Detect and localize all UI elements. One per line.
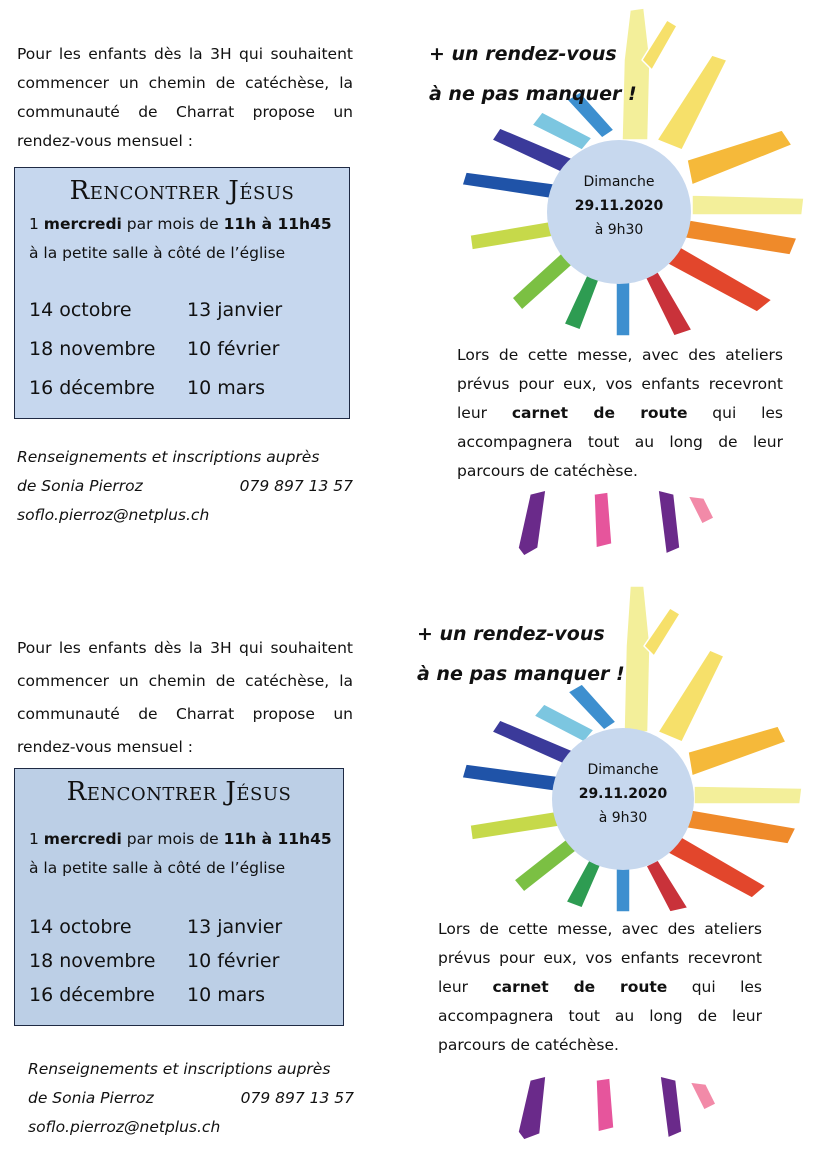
event-date: 29.11.2020 [574, 198, 664, 214]
flyer-2 [0, 580, 815, 1155]
event-day: Dimanche [587, 762, 659, 778]
schedule-box [14, 768, 344, 1026]
sun-ray [518, 490, 714, 556]
box-details [15, 210, 349, 268]
contact-person [17, 472, 353, 501]
mass-description: Lors de cette messe, avec des ateliers prévus pour eux, vos enfants recevront leur carnet de route qui les accompagnera tout au long de leur parcours de catéchèse. [438, 920, 763, 1054]
event-date: 29.11.2020 [578, 786, 668, 802]
contact-heading: Renseignements et inscriptions auprès [17, 448, 320, 466]
contact-email: soflo.pierroz@netplus.ch [17, 506, 210, 524]
tagline-line-1: + un rendez-vous [429, 43, 617, 65]
date-row: 16 décembre 10 mars [29, 377, 266, 399]
contact-name: de Sonia Pierroz [28, 1089, 154, 1107]
box-details [15, 825, 343, 883]
date-row: 18 novembre 10 février [29, 950, 280, 972]
event-circle [552, 728, 694, 870]
date-row: 16 décembre 10 mars [29, 984, 266, 1006]
frequency-line: 1 mercredi par mois de 11h à 11h45 [29, 215, 332, 233]
location-line: à la petite salle à côté de l’église [29, 244, 286, 262]
contact-name: de Sonia Pierroz [17, 477, 143, 495]
schedule-box [14, 167, 350, 419]
dates-list [29, 291, 349, 408]
lower-rays-illustration [510, 1074, 720, 1144]
contact-person [28, 1084, 354, 1113]
tagline-line-1: + un rendez-vous [417, 623, 605, 645]
frequency-line: 1 mercredi par mois de 11h à 11h45 [29, 830, 332, 848]
sun-ray [518, 1076, 716, 1140]
contact-email: soflo.pierroz@netplus.ch [28, 1118, 221, 1136]
contact-phone: 079 897 13 57 [240, 1089, 354, 1107]
tagline [429, 34, 637, 114]
intro-text: Pour les enfants dès la 3H qui souhaitent commencer un chemin de catéchèse, la communauté de Charrat propose un rendez-vous mensuel : [17, 45, 353, 150]
dates-list [29, 910, 349, 1012]
intro-text: Pour les enfants dès la 3H qui souhaitent commencer un chemin de catéchèse, la communauté de Charrat propose un rendez-vous mensuel : [17, 639, 353, 756]
tagline-line-2: à ne pas manquer ! [429, 83, 637, 105]
date-row: 18 novembre 10 février [29, 338, 280, 360]
box-title: Rencontrer Jésus [69, 176, 295, 206]
mass-description: Lors de cette messe, avec des ateliers prévus pour eux, vos enfants recevront leur carnet de route qui les accompagnera tout au long de leur parcours de catéchèse. [457, 346, 783, 480]
tagline-line-2: à ne pas manquer ! [417, 663, 625, 685]
event-time: à 9h30 [598, 810, 648, 826]
contact-info [17, 443, 353, 530]
contact-heading: Renseignements et inscriptions auprès [28, 1060, 331, 1078]
contact-info [28, 1055, 354, 1142]
box-title: Rencontrer Jésus [66, 777, 292, 807]
date-row: 14 octobre 13 janvier [29, 299, 283, 321]
lower-rays-illustration [508, 488, 718, 560]
contact-phone: 079 897 13 57 [239, 477, 353, 495]
event-day: Dimanche [583, 174, 655, 190]
date-row: 14 octobre 13 janvier [29, 916, 283, 938]
event-circle [547, 140, 691, 284]
tagline [417, 614, 625, 694]
event-time: à 9h30 [594, 222, 644, 238]
location-line: à la petite salle à côté de l’église [29, 859, 286, 877]
